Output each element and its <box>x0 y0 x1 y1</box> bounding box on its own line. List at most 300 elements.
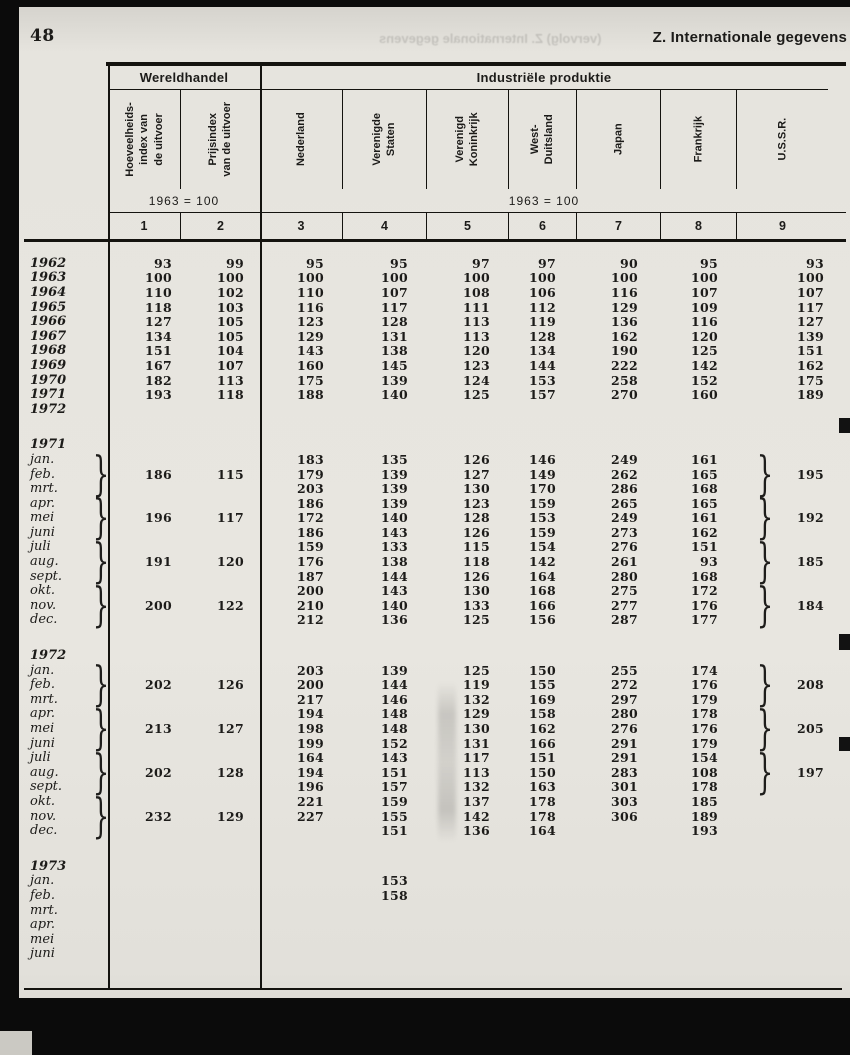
cell-value: 127 <box>797 314 824 330</box>
cell-value: 99 <box>226 255 244 271</box>
row-label: dec. <box>30 823 58 839</box>
cell-value: 100 <box>691 270 718 286</box>
cell-value: 107 <box>217 357 244 373</box>
cell-value: 110 <box>145 284 172 300</box>
cell-value: 186 <box>297 524 324 540</box>
cell-value: 111 <box>463 299 490 315</box>
cell-value: 146 <box>381 691 408 707</box>
cell-value: 157 <box>381 779 408 795</box>
cell-value: 131 <box>463 735 490 751</box>
cell-value: 107 <box>691 284 718 300</box>
cell-value: 149 <box>529 466 556 482</box>
cell-value: 192 <box>797 510 824 526</box>
cell-value: 143 <box>381 524 408 540</box>
row-label: nov. <box>30 808 57 824</box>
cell-value: 123 <box>463 495 490 511</box>
cell-value: 105 <box>217 328 244 344</box>
cell-value: 203 <box>297 481 324 497</box>
scan-edge-bottom <box>0 998 850 1055</box>
quarter-brace-left: } <box>92 490 110 546</box>
cell-value: 100 <box>381 270 408 286</box>
row-label: 1968 <box>30 343 67 359</box>
cell-value: 195 <box>797 466 824 482</box>
cell-value: 187 <box>297 568 324 584</box>
cell-value: 117 <box>217 510 244 526</box>
cell-value: 166 <box>529 597 556 613</box>
cell-value: 128 <box>529 328 556 344</box>
scan-edge-left <box>0 0 19 1004</box>
cell-value: 165 <box>691 466 718 482</box>
cell-value: 102 <box>217 284 244 300</box>
row-label: okt. <box>30 793 56 809</box>
row-label: jan. <box>30 451 55 467</box>
row-label: aug. <box>30 764 59 780</box>
row-label: 1964 <box>30 284 67 300</box>
column-header-1 <box>108 90 180 189</box>
group-header-wereldhandel <box>108 66 260 90</box>
bleed-through-text: (vervolg) Z. Internationale gegevens <box>379 31 602 46</box>
cell-value: 162 <box>529 721 556 737</box>
row-label: juli <box>30 539 51 555</box>
cell-value: 172 <box>297 510 324 526</box>
cell-value: 170 <box>529 481 556 497</box>
cell-value: 140 <box>381 510 408 526</box>
cell-value: 129 <box>217 808 244 824</box>
section-heading: 1972 <box>30 648 67 664</box>
quarter-brace-right: } <box>756 534 774 590</box>
page-edge-mark <box>839 737 850 751</box>
quarter-brace-left: } <box>92 446 110 502</box>
cell-value: 194 <box>297 706 324 722</box>
page-number: 48 <box>30 26 55 46</box>
cell-value: 112 <box>529 299 556 315</box>
cell-value: 175 <box>297 372 324 388</box>
row-label: sept. <box>30 568 63 584</box>
cell-value: 157 <box>529 387 556 403</box>
cell-value: 106 <box>529 284 556 300</box>
cell-value: 193 <box>145 387 172 403</box>
cell-value: 136 <box>381 612 408 628</box>
cell-value: 118 <box>217 387 244 403</box>
cell-value: 137 <box>463 793 490 809</box>
base-year-note-industrie: 1963 = 100 <box>508 193 580 208</box>
cell-value: 117 <box>463 750 490 766</box>
cell-value: 128 <box>463 510 490 526</box>
cell-value: 126 <box>463 451 490 467</box>
column-header-label: Frankrijk <box>692 116 705 163</box>
cell-value: 162 <box>691 524 718 540</box>
cell-value: 162 <box>797 357 824 373</box>
column-number-3: 3 <box>297 219 305 233</box>
cell-value: 126 <box>463 568 490 584</box>
column-header-label: Nederland <box>294 112 307 167</box>
cell-value: 217 <box>297 691 324 707</box>
cell-value: 178 <box>691 706 718 722</box>
cell-value: 161 <box>691 451 718 467</box>
column-number-row <box>22 213 828 239</box>
cell-value: 270 <box>611 387 638 403</box>
row-label: juli <box>30 750 51 766</box>
group-header-label: Industriële produktie <box>476 70 612 85</box>
cell-value: 221 <box>297 793 324 809</box>
cell-value: 176 <box>691 721 718 737</box>
cell-value: 136 <box>611 314 638 330</box>
table-body <box>22 256 828 961</box>
cell-value: 164 <box>297 750 324 766</box>
cell-value: 154 <box>691 750 718 766</box>
cell-value: 146 <box>529 451 556 467</box>
cell-value: 113 <box>217 372 244 388</box>
cell-value: 103 <box>217 299 244 315</box>
cell-value: 124 <box>463 372 490 388</box>
row-label: 1966 <box>30 314 67 330</box>
cell-value: 280 <box>611 568 638 584</box>
quarter-brace-right: } <box>756 744 774 800</box>
cell-value: 176 <box>691 677 718 693</box>
cell-value: 185 <box>797 554 824 570</box>
cell-value: 113 <box>463 314 490 330</box>
cell-value: 151 <box>529 750 556 766</box>
cell-value: 145 <box>381 357 408 373</box>
cell-value: 159 <box>529 524 556 540</box>
column-header-label: Verenigde Staten <box>371 113 398 166</box>
cell-value: 189 <box>691 808 718 824</box>
quarter-brace-right: } <box>756 446 774 502</box>
cell-value: 105 <box>217 314 244 330</box>
cell-value: 203 <box>297 662 324 678</box>
column-header-3 <box>260 90 342 189</box>
cell-value: 139 <box>797 328 824 344</box>
cell-value: 125 <box>691 343 718 359</box>
cell-value: 126 <box>217 677 244 693</box>
cell-value: 232 <box>145 808 172 824</box>
cell-value: 138 <box>381 343 408 359</box>
cell-value: 142 <box>691 357 718 373</box>
cell-value: 158 <box>529 706 556 722</box>
quarter-brace-right: } <box>756 701 774 757</box>
cell-value: 183 <box>297 451 324 467</box>
cell-value: 197 <box>797 764 824 780</box>
row-label: mrt. <box>30 691 58 707</box>
row-label: 1962 <box>30 255 67 271</box>
row-label: apr. <box>30 917 55 933</box>
cell-value: 189 <box>797 387 824 403</box>
cell-value: 174 <box>691 662 718 678</box>
cell-value: 152 <box>381 735 408 751</box>
cell-value: 154 <box>529 539 556 555</box>
row-label: juni <box>30 735 55 751</box>
column-header-label: Prijsindex van de uitvoer <box>207 102 234 177</box>
column-header-7 <box>576 90 660 189</box>
cell-value: 117 <box>797 299 824 315</box>
cell-value: 193 <box>691 823 718 839</box>
cell-value: 169 <box>529 691 556 707</box>
cell-value: 138 <box>381 554 408 570</box>
scan-corner-artifact <box>0 1031 32 1055</box>
cell-value: 135 <box>381 451 408 467</box>
cell-value: 100 <box>297 270 324 286</box>
cell-value: 185 <box>691 793 718 809</box>
cell-value: 210 <box>297 597 324 613</box>
cell-value: 148 <box>381 706 408 722</box>
cell-value: 200 <box>297 677 324 693</box>
cell-value: 152 <box>691 372 718 388</box>
cell-value: 227 <box>297 808 324 824</box>
cell-value: 153 <box>381 873 408 889</box>
row-label: okt. <box>30 583 56 599</box>
quarter-brace-left: } <box>92 788 110 844</box>
cell-value: 208 <box>797 677 824 693</box>
cell-value: 115 <box>217 466 244 482</box>
cell-value: 144 <box>381 568 408 584</box>
cell-value: 104 <box>217 343 244 359</box>
cell-value: 184 <box>797 597 824 613</box>
cell-value: 95 <box>700 255 718 271</box>
cell-value: 97 <box>538 255 556 271</box>
cell-value: 161 <box>691 510 718 526</box>
cell-value: 97 <box>472 255 490 271</box>
cell-value: 93 <box>154 255 172 271</box>
base-year-note-wereldhandel: 1963 = 100 <box>148 193 220 208</box>
cell-value: 255 <box>611 662 638 678</box>
cell-value: 133 <box>381 539 408 555</box>
quarter-brace-left: } <box>92 744 110 800</box>
cell-value: 156 <box>529 612 556 628</box>
section-heading: 1971 <box>30 437 67 453</box>
cell-value: 130 <box>463 481 490 497</box>
table-bottom-rule <box>24 988 842 990</box>
cell-value: 163 <box>529 779 556 795</box>
row-label: 1971 <box>30 387 67 403</box>
quarter-brace-left: } <box>92 577 110 633</box>
cell-value: 291 <box>611 750 638 766</box>
cell-value: 287 <box>611 612 638 628</box>
rotated-column-headers <box>22 90 828 189</box>
cell-value: 115 <box>463 539 490 555</box>
cell-value: 107 <box>797 284 824 300</box>
row-label: feb. <box>30 466 55 482</box>
cell-value: 153 <box>529 372 556 388</box>
cell-value: 100 <box>611 270 638 286</box>
group-header-row <box>22 66 828 90</box>
cell-value: 151 <box>381 823 408 839</box>
cell-value: 200 <box>297 583 324 599</box>
cell-value: 196 <box>145 510 172 526</box>
row-label: mei <box>30 510 55 526</box>
cell-value: 249 <box>611 451 638 467</box>
cell-value: 177 <box>691 612 718 628</box>
cell-value: 286 <box>611 481 638 497</box>
cell-value: 100 <box>529 270 556 286</box>
cell-value: 119 <box>529 314 556 330</box>
column-number-4: 4 <box>342 213 426 239</box>
cell-value: 167 <box>145 357 172 373</box>
cell-value: 159 <box>297 539 324 555</box>
column-header-label: Hoeveelheids- index van de uitvoer <box>123 102 165 177</box>
column-header-9 <box>736 90 828 189</box>
cell-value: 164 <box>529 823 556 839</box>
cell-value: 200 <box>145 597 172 613</box>
cell-value: 276 <box>611 721 638 737</box>
column-number-2: 2 <box>180 213 260 239</box>
cell-value: 306 <box>611 808 638 824</box>
cell-value: 265 <box>611 495 638 511</box>
cell-value: 130 <box>463 721 490 737</box>
cell-value: 143 <box>381 750 408 766</box>
cell-value: 128 <box>381 314 408 330</box>
cell-value: 139 <box>381 466 408 482</box>
cell-value: 150 <box>529 662 556 678</box>
cell-value: 151 <box>145 343 172 359</box>
cell-value: 175 <box>797 372 824 388</box>
cell-value: 95 <box>390 255 408 271</box>
section-heading: 1973 <box>30 858 67 874</box>
cell-value: 148 <box>381 721 408 737</box>
cell-value: 113 <box>463 328 490 344</box>
cell-value: 93 <box>806 255 824 271</box>
cell-value: 276 <box>611 539 638 555</box>
cell-value: 166 <box>529 735 556 751</box>
cell-value: 176 <box>691 597 718 613</box>
cell-value: 144 <box>529 357 556 373</box>
cell-value: 134 <box>529 343 556 359</box>
cell-value: 117 <box>381 299 408 315</box>
cell-value: 93 <box>700 554 718 570</box>
table-head-rule <box>24 239 846 242</box>
row-label: aug. <box>30 554 59 570</box>
cell-value: 95 <box>306 255 324 271</box>
row-label: apr. <box>30 495 55 511</box>
cell-value: 178 <box>691 779 718 795</box>
cell-value: 182 <box>145 372 172 388</box>
cell-value: 132 <box>463 691 490 707</box>
cell-value: 131 <box>381 328 408 344</box>
cell-value: 150 <box>529 764 556 780</box>
cell-value: 196 <box>297 779 324 795</box>
cell-value: 100 <box>217 270 244 286</box>
cell-value: 188 <box>297 387 324 403</box>
row-label: jan. <box>30 873 55 889</box>
cell-value: 120 <box>217 554 244 570</box>
cell-value: 160 <box>297 357 324 373</box>
row-label: mrt. <box>30 481 58 497</box>
cell-value: 262 <box>611 466 638 482</box>
row-label: 1965 <box>30 299 67 315</box>
cell-value: 168 <box>691 481 718 497</box>
cell-value: 283 <box>611 764 638 780</box>
cell-value: 129 <box>297 328 324 344</box>
column-number-5: 5 <box>426 213 508 239</box>
page-edge-mark <box>839 418 850 433</box>
row-label: sept. <box>30 779 63 795</box>
cell-value: 129 <box>463 706 490 722</box>
cell-value: 142 <box>529 554 556 570</box>
cell-value: 202 <box>145 677 172 693</box>
cell-value: 139 <box>381 662 408 678</box>
cell-value: 130 <box>463 583 490 599</box>
cell-value: 153 <box>529 510 556 526</box>
cell-value: 198 <box>297 721 324 737</box>
cell-value: 213 <box>145 721 172 737</box>
cell-value: 140 <box>381 597 408 613</box>
cell-value: 90 <box>620 255 638 271</box>
cell-value: 129 <box>611 299 638 315</box>
column-number-7: 7 <box>576 213 660 239</box>
table-section-m1973 <box>22 859 828 961</box>
table-section-m1972 <box>22 648 828 844</box>
cell-value: 109 <box>691 299 718 315</box>
cell-value: 125 <box>463 662 490 678</box>
cell-value: 123 <box>297 314 324 330</box>
cell-value: 139 <box>381 495 408 511</box>
cell-value: 136 <box>463 823 490 839</box>
column-number-1: 1 <box>140 219 148 233</box>
statistics-table <box>22 62 828 990</box>
cell-value: 139 <box>381 481 408 497</box>
cell-value: 178 <box>529 808 556 824</box>
cell-value: 143 <box>297 343 324 359</box>
table-section-m1971 <box>22 437 828 633</box>
page-edge-mark <box>839 634 850 650</box>
row-label: mei <box>30 931 55 947</box>
scan-edge-top <box>0 0 850 7</box>
row-label: mei <box>30 721 55 737</box>
column-header-label: U.S.S.R. <box>776 118 789 161</box>
cell-value: 199 <box>297 735 324 751</box>
table-section-years <box>22 256 828 417</box>
bleed-smudge <box>438 682 456 842</box>
row-label: 1970 <box>30 372 67 388</box>
column-header-4 <box>342 90 426 189</box>
quarter-brace-left: } <box>92 534 110 590</box>
cell-value: 272 <box>611 677 638 693</box>
cell-value: 159 <box>529 495 556 511</box>
cell-value: 277 <box>611 597 638 613</box>
cell-value: 139 <box>381 372 408 388</box>
cell-value: 303 <box>611 793 638 809</box>
cell-value: 100 <box>797 270 824 286</box>
quarter-brace-right: } <box>756 657 774 713</box>
cell-value: 120 <box>691 328 718 344</box>
row-label: 1967 <box>30 328 67 344</box>
cell-value: 273 <box>611 524 638 540</box>
cell-value: 119 <box>463 677 490 693</box>
cell-value: 100 <box>145 270 172 286</box>
cell-value: 134 <box>145 328 172 344</box>
quarter-brace-left: } <box>92 701 110 757</box>
quarter-brace-left: } <box>92 657 110 713</box>
cell-value: 122 <box>217 597 244 613</box>
cell-value: 116 <box>611 284 638 300</box>
group-header-label: Wereldhandel <box>139 70 229 85</box>
cell-value: 162 <box>611 328 638 344</box>
cell-value: 151 <box>797 343 824 359</box>
cell-value: 172 <box>691 583 718 599</box>
row-label: 1972 <box>30 401 67 417</box>
cell-value: 191 <box>145 554 172 570</box>
cell-value: 125 <box>463 387 490 403</box>
cell-value: 155 <box>529 677 556 693</box>
cell-value: 280 <box>611 706 638 722</box>
column-header-2 <box>180 90 260 189</box>
cell-value: 144 <box>381 677 408 693</box>
cell-value: 118 <box>145 299 172 315</box>
cell-value: 275 <box>611 583 638 599</box>
cell-value: 179 <box>691 735 718 751</box>
row-label: mrt. <box>30 902 58 918</box>
cell-value: 160 <box>691 387 718 403</box>
cell-value: 100 <box>463 270 490 286</box>
